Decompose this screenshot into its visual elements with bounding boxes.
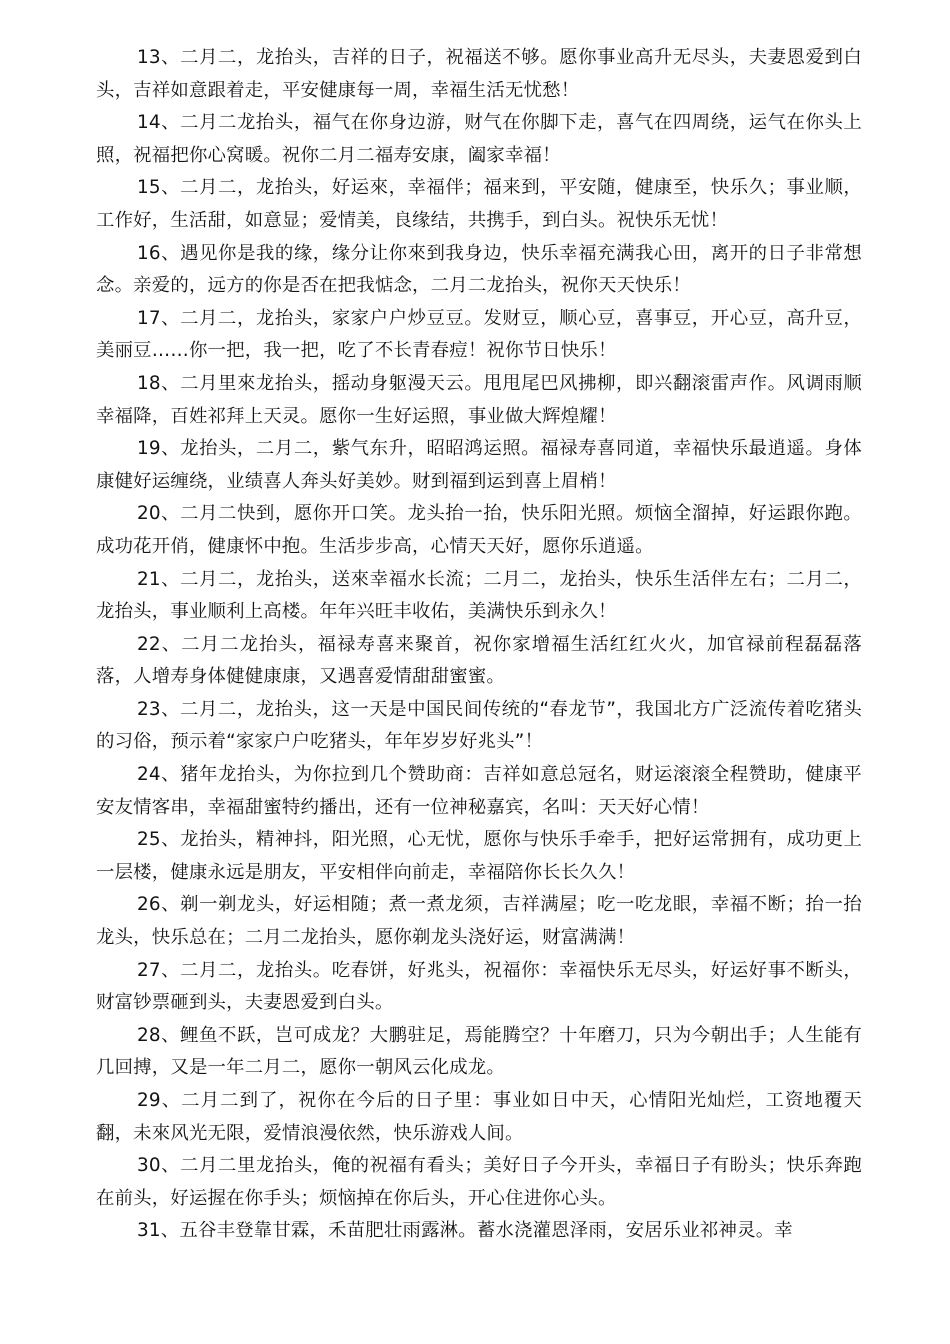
paragraph-13: 13、二月二，龙抬头，吉祥的日子，祝福送不够。愿你事业高升无尽头，夫妻恩爱到白头，吉祥如意跟着走，平安健康每一周，幸福生活无忧愁！ [96, 47, 862, 101]
paragraph-22: 22、二月二龙抬头，福禄寿喜来聚首，祝你家增福生活红红火火，加官禄前程磊磊落落，人增寿身体健健康康，又遇喜爱情甜甜蜜蜜。 [96, 633, 862, 688]
paragraph-18: 18、二月里來龙抬头，摇动身躯漫天云。甩甩尾巴风拂柳，即兴翻滚雷声作。风调雨顺幸福降，百姓祁拜上天灵。愿你一生好运照，事业做大辉煌耀！ [96, 372, 862, 427]
paragraph-28: 28、鲤鱼不跃，岂可成龙？大鹏驻足，焉能腾空？十年磨刀，只为今朝出手；人生能有几回搏，又是一年二月二，愿你一朝风云化成龙。 [96, 1024, 862, 1079]
paragraph-29: 29、二月二到了，祝你在今后的日子里：事业如日中天，心情阳光灿烂，工资地覆天翻，未來风光无限，爱情浪漫依然，快乐游戏人间。 [96, 1090, 862, 1144]
paragraph-19: 19、龙抬头，二月二，紫气东升，昭昭鸿运照。福禄寿喜同道，幸福快乐最逍遥。身体康健好运缠绕，业绩喜人奔头好美妙。财到福到运到喜上眉梢！ [96, 438, 862, 492]
paragraph-20: 20、二月二快到，愿你开口笑。龙头抬一抬，快乐阳光照。烦恼全溜掉，好运跟你跑。成功花开俏，健康怀中抱。生活步步高，心情天天好，愿你乐逍遥。 [96, 503, 862, 557]
paragraph-21: 21、二月二，龙抬头，送來幸福水长流；二月二，龙抬头，快乐生活伴左右；二月二，龙抬头，事业顺利上高楼。年年兴旺丰收佑，美满快乐到永久！ [96, 568, 862, 623]
paragraph-26: 26、剃一剃龙头，好运相随；煮一煮龙须，吉祥满屋；吃一吃龙眼，幸福不断；抬一抬龙头，快乐总在；二月二龙抬头，愿你剃龙头浇好运，财富满满！ [96, 894, 862, 949]
paragraph-25: 25、龙抬头，精神抖，阳光照，心无忧，愿你与快乐手牵手，把好运常拥有，成功更上一层楼，健康永远是朋友，平安相伴向前走，幸福陪你长长久久！ [96, 829, 862, 883]
paragraph-27: 27、二月二，龙抬头。吃春饼，好兆头，祝福你：幸福快乐无尽头，好运好事不断头，财富钞票砸到头，夫妻恩爱到白头。 [96, 959, 862, 1014]
document-page [96, 42, 862, 1248]
paragraph-24: 24、猪年龙抬头，为你拉到几个赞助商：吉祥如意总冠名，财运滚滚全程赞助，健康平安友情客串，幸福甜蜜特约播出，还有一位神秘嘉宾，名叫：天天好心情！ [96, 764, 862, 818]
paragraph-17: 17、二月二，龙抬头，家家户户炒豆豆。发财豆，顺心豆，喜事豆，开心豆，高升豆，美丽豆……你一把，我一把，吃了不长青春痘！祝你节日快乐！ [96, 307, 862, 362]
paragraph-23: 23、二月二，龙抬头，这一天是中国民间传统的“春龙节”，我国北方广泛流传着吃猪头的习俗，预示着“家家户户吃猪头，年年岁岁好兆头”！ [96, 698, 862, 753]
paragraph-14: 14、二月二龙抬头，福气在你身边游，财气在你脚下走，喜气在四周绕，运气在你头上照，祝福把你心窝暖。祝你二月二福寿安康，阖家幸福！ [96, 112, 862, 166]
paragraph-16: 16、遇见你是我的缘，缘分让你來到我身边，快乐幸福充满我心田，离开的日子非常想念。亲爱的，远方的你是否在把我惦念，二月二龙抬头，祝你天天快乐！ [96, 242, 862, 297]
paragraph-31: 31、五谷丰登靠甘霖，禾苗肥壮雨露淋。蓄水浇灌恩泽雨，安居乐业祁神灵。幸 [137, 1220, 793, 1242]
paragraph-30: 30、二月二里龙抬头，俺的祝福有看头；美好日子今开头，幸福日子有盼头；快乐奔跑在前头，好运握在你手头；烦恼掉在你后头，开心住进你心头。 [96, 1155, 862, 1209]
paragraph-15: 15、二月二，龙抬头，好运來，幸福伴；福来到，平安随，健康至，快乐久；事业顺，工作好，生活甜，如意显；爱情美，良缘结，共携手，到白头。祝快乐无忧！ [96, 177, 862, 231]
